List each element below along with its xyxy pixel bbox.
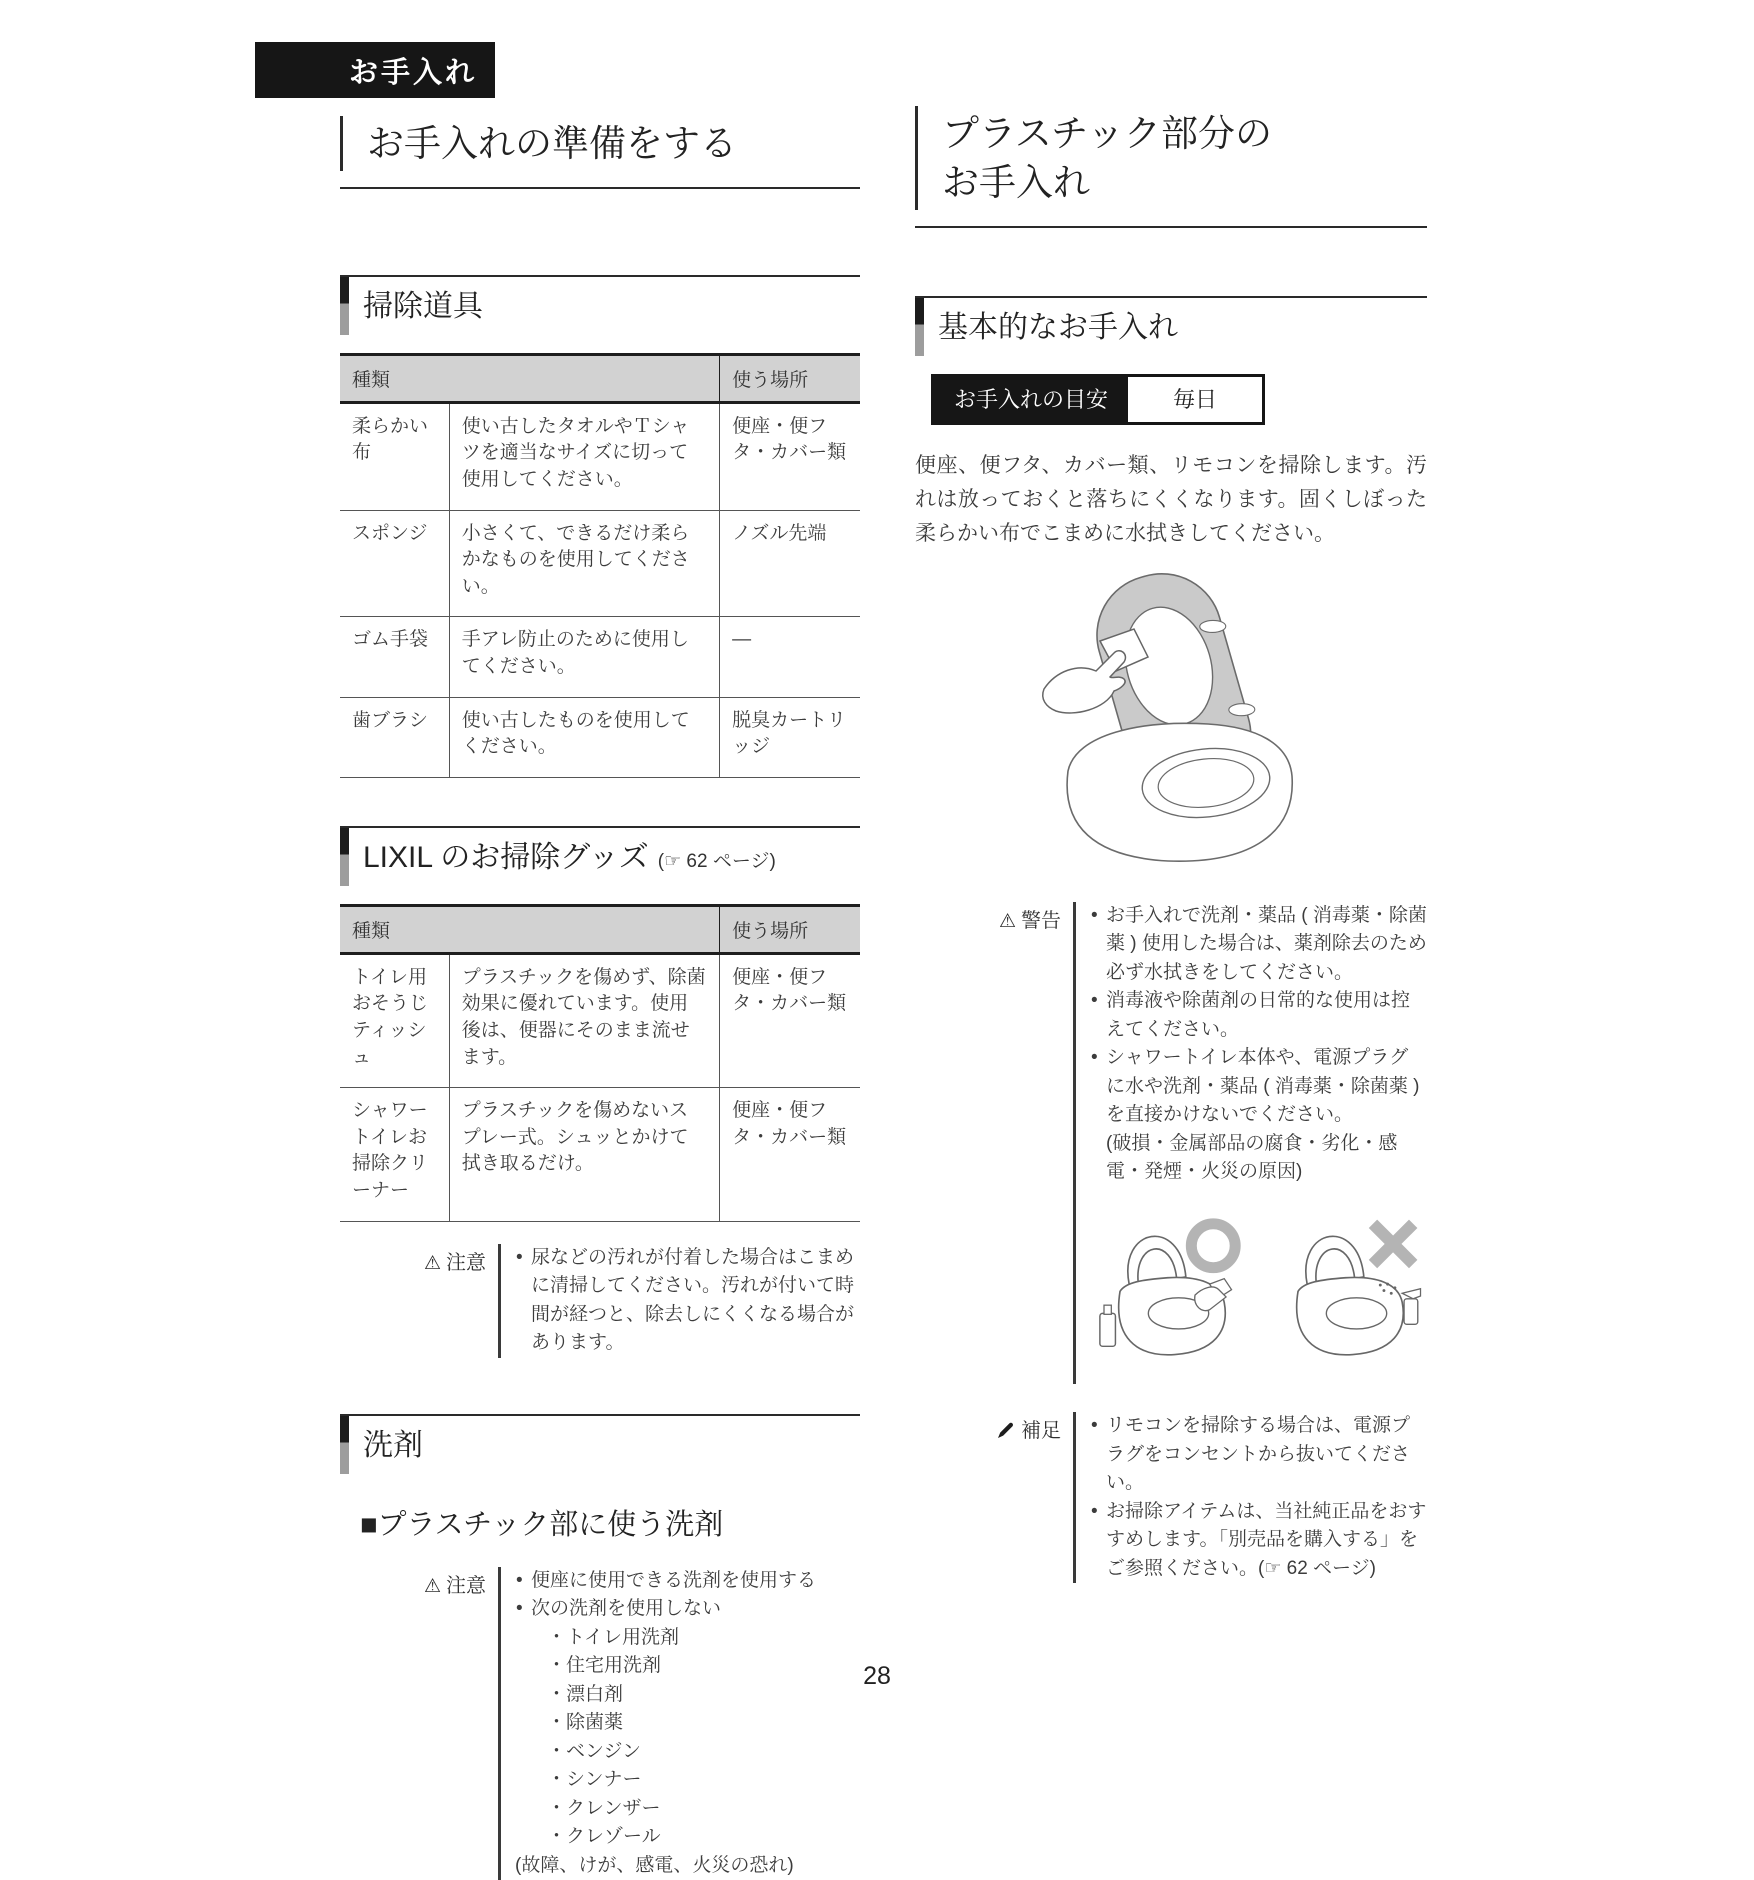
table-row xyxy=(340,617,860,697)
page-title-right: プラスチック部分の お手入れ xyxy=(915,106,1427,210)
column-header-type: 種類 xyxy=(340,905,720,953)
warning-icon: ⚠ xyxy=(423,1252,441,1274)
page-title-left: お手入れの準備をする xyxy=(340,116,860,171)
warning-icon: ⚠ xyxy=(423,1575,441,1597)
maintenance-guide-badge xyxy=(931,374,1265,425)
supplement-note xyxy=(915,1412,1427,1583)
guide-frequency: 毎日 xyxy=(1173,386,1218,412)
caution-note xyxy=(340,1244,860,1358)
cell-desc: プラスチックを傷めないスプレー式。シュッとかけて拭き取るだけ。 xyxy=(449,1088,719,1221)
lixil-goods-table xyxy=(340,904,860,1222)
caution-bullet: • 次の洗剤を使用しない xyxy=(515,1595,860,1624)
cell-type: スポンジ xyxy=(340,510,449,617)
left-title-block xyxy=(340,116,860,189)
column-header-place: 使う場所 xyxy=(720,905,860,953)
forbidden-item: ・トイレ用洗剤 xyxy=(547,1626,680,1648)
cell-desc: プラスチックを傷めず、除菌効果に優れています。使用後は、便器にそのまま流せます。 xyxy=(449,953,719,1087)
warning-label: ⚠ 警告 xyxy=(998,909,1061,932)
cell-type: ゴム手袋 xyxy=(340,617,449,697)
section-heading-detergent: 洗剤 xyxy=(363,1428,423,1462)
forbidden-item: ・ベンジン xyxy=(547,1740,642,1762)
caution-bullet: • 便座に使用できる洗剤を使用する xyxy=(515,1567,860,1596)
cell-place: ノズル先端 xyxy=(720,510,860,617)
cell-desc: 小さくて、できるだけ柔らかなものを使用してください。 xyxy=(449,510,719,617)
caution-note xyxy=(340,1567,860,1880)
cell-place: ― xyxy=(720,617,860,697)
pencil-icon xyxy=(996,1420,1016,1440)
basic-care-paragraph: 便座、便フタ、カバー類、リモコンを掃除します。汚れは放っておくと落ちにくくなります。固くしぼった柔らかい布でこまめに水拭きしてください。 xyxy=(915,453,1427,545)
warning-bullet: • シャワートイレ本体や、電源プラグに水や洗剤・薬品 ( 消毒薬・除菌薬 ) を直接かけないでください。 xyxy=(1090,1044,1427,1130)
cell-type: シャワートイレお掃除クリーナー xyxy=(340,1088,449,1221)
cell-type: 歯ブラシ xyxy=(340,697,449,777)
table-row xyxy=(340,402,860,510)
left-column xyxy=(340,0,860,1880)
forbidden-item: ・漂白剤 xyxy=(547,1683,624,1705)
forbidden-item: ・クレンザー xyxy=(547,1797,661,1819)
cell-type: トイレ用おそうじティッシュ xyxy=(340,953,449,1087)
page-reference: (☞ 62 ページ) xyxy=(657,850,776,872)
warning-icon: ⚠ xyxy=(998,910,1016,932)
section-detergent xyxy=(340,1414,860,1880)
cell-place: 脱臭カートリッジ xyxy=(720,697,860,777)
supplement-label: 補足 xyxy=(915,1412,1073,1583)
table-row xyxy=(340,953,860,1087)
right-column xyxy=(915,0,1427,1583)
right-title-block xyxy=(915,106,1427,228)
cell-place: 便座・便フタ・カバー類 xyxy=(720,1088,860,1221)
caution-text: • 尿などの汚れが付着した場合はこまめに清掃してください。汚れが付いて時間が経つと、除去しにくくなる場合があります。 xyxy=(515,1244,860,1358)
column-header-place: 使う場所 xyxy=(720,354,860,402)
cell-type: 柔らかい布 xyxy=(340,402,449,510)
cell-desc: 手アレ防止のために使用してください。 xyxy=(449,617,719,697)
toilet-wipe-illustration xyxy=(1016,571,1326,876)
risk-note: (故障、けが、感電、火災の恐れ) xyxy=(515,1854,794,1876)
subheading-plastic-detergent: ■プラスチック部に使う洗剤 xyxy=(360,1508,724,1541)
section-bar xyxy=(340,828,349,886)
correct-usage-illustration xyxy=(1092,1211,1244,1381)
cell-place: 便座・便フタ・カバー類 xyxy=(720,402,860,510)
table-header-row xyxy=(340,905,860,953)
cell-desc: 使い古したものを使用してください。 xyxy=(449,697,719,777)
section-bar xyxy=(340,1416,349,1474)
table-row xyxy=(340,510,860,617)
section-cleaning-tools xyxy=(340,275,860,778)
section-bar xyxy=(915,298,924,356)
cell-place: 便座・便フタ・カバー類 xyxy=(720,953,860,1087)
table-row xyxy=(340,697,860,777)
forbidden-item: ・除菌薬 xyxy=(547,1712,624,1734)
cleaning-tools-table xyxy=(340,353,860,778)
forbidden-item: ・シンナー xyxy=(547,1769,642,1791)
page-number: 28 xyxy=(863,1662,891,1690)
wrong-usage-illustration xyxy=(1270,1211,1422,1381)
chapter-tab-label: お手入れ xyxy=(348,56,477,89)
wrong-x-icon xyxy=(1373,1224,1413,1264)
section-heading-cleaning-tools: 掃除道具 xyxy=(363,289,483,323)
correct-circle-icon xyxy=(1191,1224,1235,1268)
supplement-bullet: • お掃除アイテムは、当社純正品をおすすめします。「別売品を購入する」をご参照ください。(☞ 62 ページ) xyxy=(1090,1498,1427,1584)
caution-label: ⚠ 注意 xyxy=(423,1574,486,1597)
warning-bullet: • 消毒液や除菌剤の日常的な使用は控えてください。 xyxy=(1090,987,1427,1044)
section-lixil-goods xyxy=(340,826,860,1358)
table-row xyxy=(340,1088,860,1221)
section-heading-basic-care: 基本的なお手入れ xyxy=(938,310,1178,344)
forbidden-item: ・クレゾール xyxy=(547,1826,661,1848)
section-bar xyxy=(340,277,349,335)
warning-note xyxy=(915,902,1427,1385)
section-basic-care xyxy=(915,296,1427,1584)
warning-bullet: • お手入れで洗剤・薬品 ( 消毒薬・除菌薬 ) 使用した場合は、薬剤除去のため必ず水拭きをしてください。 xyxy=(1090,902,1427,988)
warning-risk-note: (破損・金属部品の腐食・劣化・感電・発煙・火災の原因) xyxy=(1106,1132,1398,1183)
cell-desc: 使い古したタオルやＴシャツを適当なサイズに切って使用してください。 xyxy=(449,402,719,510)
section-heading-lixil-goods: LIXIL のお掃除グッズ xyxy=(363,840,649,874)
table-header-row xyxy=(340,354,860,402)
forbidden-item: ・住宅用洗剤 xyxy=(547,1655,662,1677)
guide-label: お手入れの目安 xyxy=(934,377,1128,422)
supplement-bullet: • リモコンを掃除する場合は、電源プラグをコンセントから抜いてください。 xyxy=(1090,1412,1427,1498)
caution-label: ⚠ 注意 xyxy=(423,1251,486,1274)
column-header-type: 種類 xyxy=(340,354,720,402)
